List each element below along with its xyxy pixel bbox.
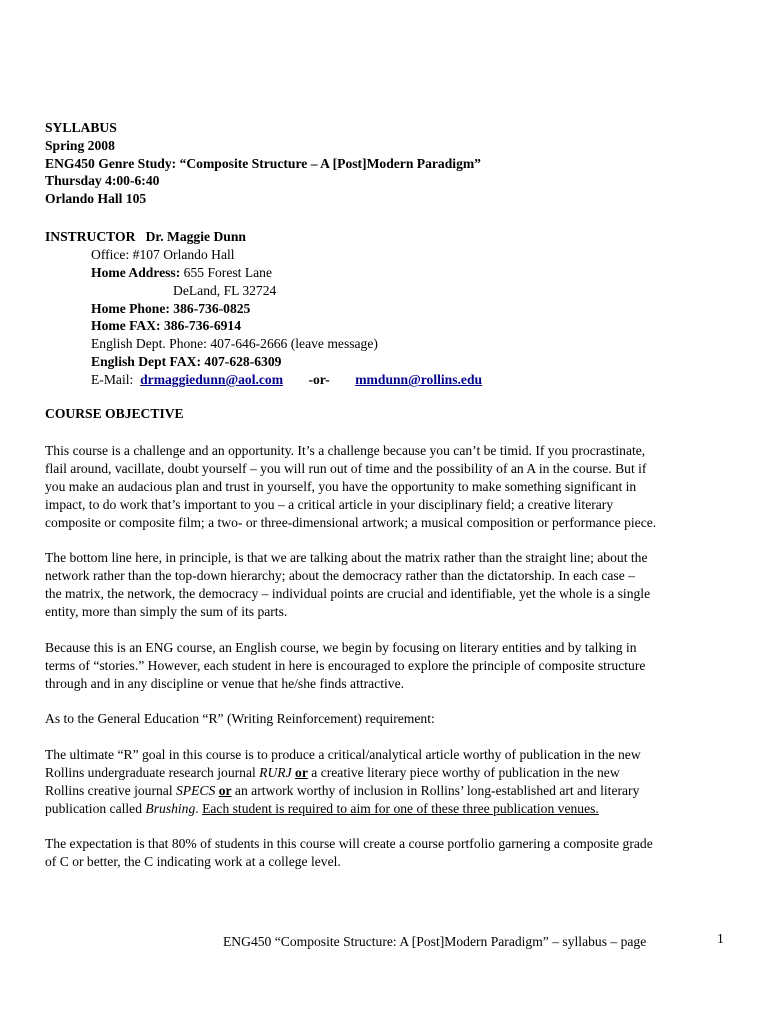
rurj-title: RURJ — [259, 764, 292, 780]
paragraph-matrix: The bottom line here, in principle, is that we are talking about the matrix rather than the straight line; about the network rather than the top-down hierarchy; about the democracy rather than the dictatorship. In each case – the matrix, the network, the democracy – individual points are crucial and identifiable, yet the whole is a single entity, more than simply the sum of its parts. — [45, 550, 651, 619]
requirement-statement: Each student is required to aim for one of these three publication venues. — [202, 800, 599, 816]
paragraph-eng-course: Because this is an ENG course, an English course, we begin by focusing on literary entities and by talking in terms of “stories.” However, each student in here is encouraged to explore the principle of composite structure through and in any discipline or venue that he/she finds attractive. — [45, 640, 646, 691]
email-link-rollins[interactable]: mmdunn@rollins.edu — [355, 372, 483, 388]
paragraph-r-goal: The ultimate “R” goal in this course is to produce a critical/analytical article worthy of publication in the new Rollins undergraduate research journal RURJ or a creative literary piece worthy of publication in the new Rollins creative journal SPECS or an artwork worthy of inclusion in Rollins’ long-established art and literary publication called Brushing. Each student is required to aim for one of these three publication venues. — [45, 747, 641, 816]
term: Spring 2008 — [45, 137, 115, 153]
office: Office: #107 Orlando Hall — [91, 246, 235, 262]
dept-phone: English Dept. Phone: 407-646-2666 (leave message) — [91, 336, 378, 352]
meeting-room: Orlando Hall 105 — [45, 191, 147, 207]
page-number: 1 — [717, 931, 724, 946]
home-address-line1: 655 Forest Lane — [183, 264, 272, 280]
instructor-label: INSTRUCTOR — [45, 229, 136, 244]
syllabus-header — [45, 119, 481, 208]
course-objective-heading: COURSE OBJECTIVE — [45, 406, 184, 421]
home-fax: Home FAX: 386-736-6914 — [91, 318, 242, 334]
home-address-label: Home Address: — [91, 264, 181, 280]
doc-title: SYLLABUS — [45, 120, 117, 135]
home-address-line2: DeLand, FL 32724 — [173, 282, 277, 298]
specs-title: SPECS — [176, 782, 216, 798]
page-footer: ENG450 “Composite Structure: A [Post]Modern Paradigm” – syllabus – page — [223, 934, 647, 949]
email-link-aol[interactable]: drmaggiedunn@aol.com — [140, 372, 284, 388]
home-phone: Home Phone: 386-736-0825 — [91, 300, 251, 316]
email-or: -or- — [308, 372, 330, 388]
paragraph-expectation: The expectation is that 80% of students in this course will create a course portfolio garnering a composite grade of C or better, the C indicating work at a college level. — [45, 836, 653, 869]
meeting-time: Thursday 4:00-6:40 — [45, 173, 160, 189]
instructor-name: Dr. Maggie Dunn — [145, 229, 246, 244]
dept-fax: English Dept FAX: 407-628-6309 — [91, 354, 282, 370]
instructor-block — [45, 228, 483, 389]
paragraph-gen-ed: As to the General Education “R” (Writing Reinforcement) requirement: — [45, 711, 435, 726]
course-title: ENG450 Genre Study: “Composite Structure – A [Post]Modern Paradigm” — [45, 155, 481, 171]
paragraph-challenge: This course is a challenge and an opportunity. It’s a challenge because you can’t be timid. If you procrastinate, flail around, vacillate, doubt yourself – you will run out of time and the possibility of an A in the course. But if you make an audacious plan and trust in yourself, you have the opportunity to make something significant in impact, to do work that’s important to you – a critical article in your disciplinary field; a creative literary composite or composite film; a two- or three-dimensional artwork; a musical composition or performance piece. — [45, 443, 657, 530]
email-label: E-Mail: — [91, 372, 134, 388]
brushing-title: Brushing — [145, 800, 196, 816]
